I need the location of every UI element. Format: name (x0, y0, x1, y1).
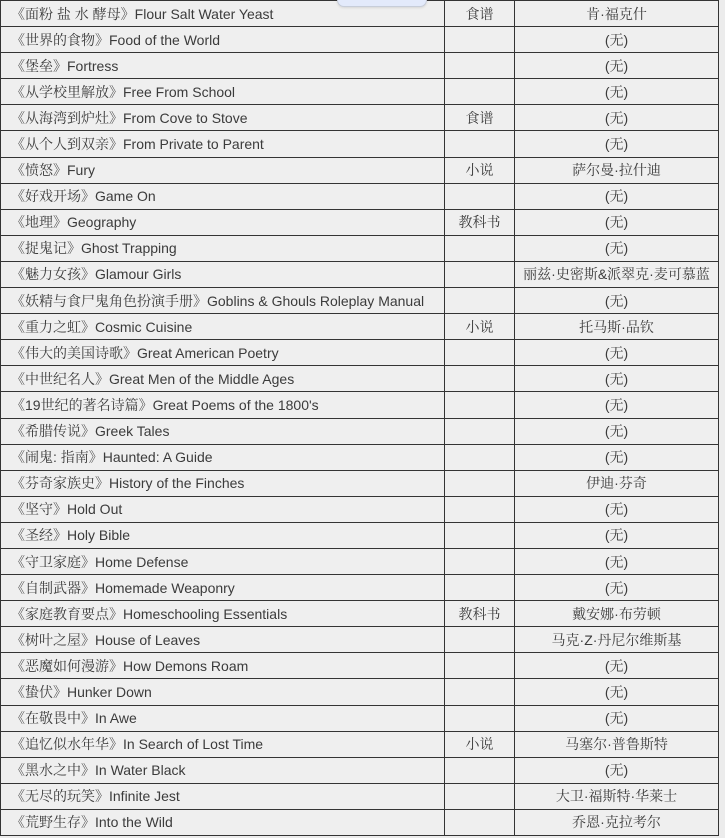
cell-author: 丽兹·史密斯&派翠克·麦可慕蓝 (515, 262, 719, 288)
table-row (1, 262, 719, 288)
cell-author: (无) (515, 340, 719, 366)
table-row (1, 523, 719, 549)
cell-title: 《圣经》Holy Bible (1, 523, 445, 549)
cell-title: 《闹鬼: 指南》Haunted: A Guide (1, 445, 445, 471)
table-row (1, 184, 719, 210)
cell-category (445, 471, 515, 497)
cell-category (445, 79, 515, 105)
cell-author: 马塞尔·普鲁斯特 (515, 732, 719, 758)
table-row (1, 210, 719, 236)
cell-category (445, 392, 515, 418)
cell-author: (无) (515, 366, 719, 392)
table-row (1, 653, 719, 679)
cell-category: 教科书 (445, 210, 515, 236)
cell-title: 《妖精与食尸鬼角色扮演手册》Goblins & Ghouls Roleplay Manual (1, 288, 445, 314)
cell-category (445, 497, 515, 523)
cell-title: 《魅力女孩》Glamour Girls (1, 262, 445, 288)
table-row (1, 419, 719, 445)
cell-author: 伊迪·芬奇 (515, 471, 719, 497)
cell-author: (无) (515, 131, 719, 157)
cell-author: (无) (515, 523, 719, 549)
table-row (1, 340, 719, 366)
cell-category (445, 445, 515, 471)
table-row (1, 706, 719, 732)
cell-category (445, 340, 515, 366)
cell-category (445, 366, 515, 392)
cell-title: 《从个人到双亲》From Private to Parent (1, 131, 445, 157)
cell-author: (无) (515, 27, 719, 53)
cell-author: 肯·福克什 (515, 1, 719, 27)
cell-author: (无) (515, 653, 719, 679)
cell-category (445, 706, 515, 732)
table-row (1, 236, 719, 262)
cell-author: (无) (515, 79, 719, 105)
cell-category (445, 131, 515, 157)
table-row (1, 445, 719, 471)
cell-title: 《坚守》Hold Out (1, 497, 445, 523)
cell-title: 《堡垒》Fortress (1, 53, 445, 79)
table-row (1, 549, 719, 575)
cell-title: 《中世纪名人》Great Men of the Middle Ages (1, 366, 445, 392)
cell-title: 《自制武器》Homemade Weaponry (1, 575, 445, 601)
cell-category (445, 288, 515, 314)
popup-bottom-edge (337, 0, 427, 7)
cell-category (445, 262, 515, 288)
cell-author: (无) (515, 236, 719, 262)
cell-category (445, 653, 515, 679)
cell-title: 《愤怒》Fury (1, 158, 445, 184)
cell-title: 《从学校里解放》Free From School (1, 79, 445, 105)
cell-title: 《从海湾到炉灶》From Cove to Stove (1, 105, 445, 131)
cell-category: 食谱 (445, 105, 515, 131)
cell-title: 《捉鬼记》Ghost Trapping (1, 236, 445, 262)
cell-author: 萨尔曼·拉什迪 (515, 158, 719, 184)
cell-author: (无) (515, 575, 719, 601)
cell-title: 《守卫家庭》Home Defense (1, 549, 445, 575)
table-row (1, 601, 719, 627)
cell-author: (无) (515, 184, 719, 210)
cell-category (445, 758, 515, 784)
table-row (1, 53, 719, 79)
cell-category: 小说 (445, 158, 515, 184)
cell-title: 《重力之虹》Cosmic Cuisine (1, 314, 445, 340)
table-row (1, 392, 719, 418)
cell-title: 《家庭教育要点》Homeschooling Essentials (1, 601, 445, 627)
cell-title: 《面粉 盐 水 酵母》Flour Salt Water Yeast (1, 1, 445, 27)
cell-title: 《世界的食物》Food of the World (1, 27, 445, 53)
cell-author: (无) (515, 392, 719, 418)
table-row (1, 679, 719, 705)
table-row (1, 288, 719, 314)
table-row (1, 366, 719, 392)
table-row (1, 810, 719, 836)
book-table-body (1, 1, 719, 836)
table-row (1, 471, 719, 497)
cell-category (445, 784, 515, 810)
cell-title: 《在敬畏中》In Awe (1, 706, 445, 732)
cell-category (445, 53, 515, 79)
cell-author: (无) (515, 706, 719, 732)
cell-category (445, 627, 515, 653)
cell-author: (无) (515, 758, 719, 784)
cell-title: 《黑水之中》In Water Black (1, 758, 445, 784)
cell-category: 小说 (445, 314, 515, 340)
table-row (1, 497, 719, 523)
cell-category: 教科书 (445, 601, 515, 627)
table-row (1, 627, 719, 653)
cell-title: 《蛰伏》Hunker Down (1, 679, 445, 705)
cell-author: (无) (515, 679, 719, 705)
cell-title: 《树叶之屋》House of Leaves (1, 627, 445, 653)
table-row (1, 575, 719, 601)
cell-title: 《伟大的美国诗歌》Great American Poetry (1, 340, 445, 366)
cell-author: (无) (515, 549, 719, 575)
cell-title: 《芬奇家族史》History of the Finches (1, 471, 445, 497)
cell-author: (无) (515, 288, 719, 314)
table-row (1, 79, 719, 105)
cell-title: 《好戏开场》Game On (1, 184, 445, 210)
table-row (1, 732, 719, 758)
cell-title: 《地理》Geography (1, 210, 445, 236)
cell-title: 《无尽的玩笑》Infinite Jest (1, 784, 445, 810)
cell-author: 乔恩·克拉考尔 (515, 810, 719, 836)
table-row (1, 758, 719, 784)
cell-author: (无) (515, 419, 719, 445)
cell-title: 《希腊传说》Greek Tales (1, 419, 445, 445)
cell-title: 《追忆似水年华》In Search of Lost Time (1, 732, 445, 758)
table-row (1, 158, 719, 184)
cell-author: (无) (515, 53, 719, 79)
cell-category (445, 810, 515, 836)
cell-category (445, 184, 515, 210)
cell-category (445, 523, 515, 549)
cell-title: 《恶魔如何漫游》How Demons Roam (1, 653, 445, 679)
cell-category (445, 27, 515, 53)
table-row (1, 314, 719, 340)
table-row (1, 131, 719, 157)
cell-category (445, 679, 515, 705)
cell-author: 托马斯·品钦 (515, 314, 719, 340)
cell-category (445, 575, 515, 601)
cell-category (445, 419, 515, 445)
cell-title: 《荒野生存》Into the Wild (1, 810, 445, 836)
table-row (1, 105, 719, 131)
cell-author: 马克·Z·丹尼尔维斯基 (515, 627, 719, 653)
cell-author: (无) (515, 445, 719, 471)
cell-author: (无) (515, 210, 719, 236)
cell-author: (无) (515, 497, 719, 523)
cell-category: 小说 (445, 732, 515, 758)
cell-category (445, 549, 515, 575)
cell-author: (无) (515, 105, 719, 131)
cell-author: 大卫·福斯特·华莱士 (515, 784, 719, 810)
cell-author: 戴安娜·布劳顿 (515, 601, 719, 627)
cell-category (445, 236, 515, 262)
cell-category: 食谱 (445, 1, 515, 27)
table-row (1, 784, 719, 810)
table-row (1, 27, 719, 53)
cell-title: 《19世纪的著名诗篇》Great Poems of the 1800's (1, 392, 445, 418)
